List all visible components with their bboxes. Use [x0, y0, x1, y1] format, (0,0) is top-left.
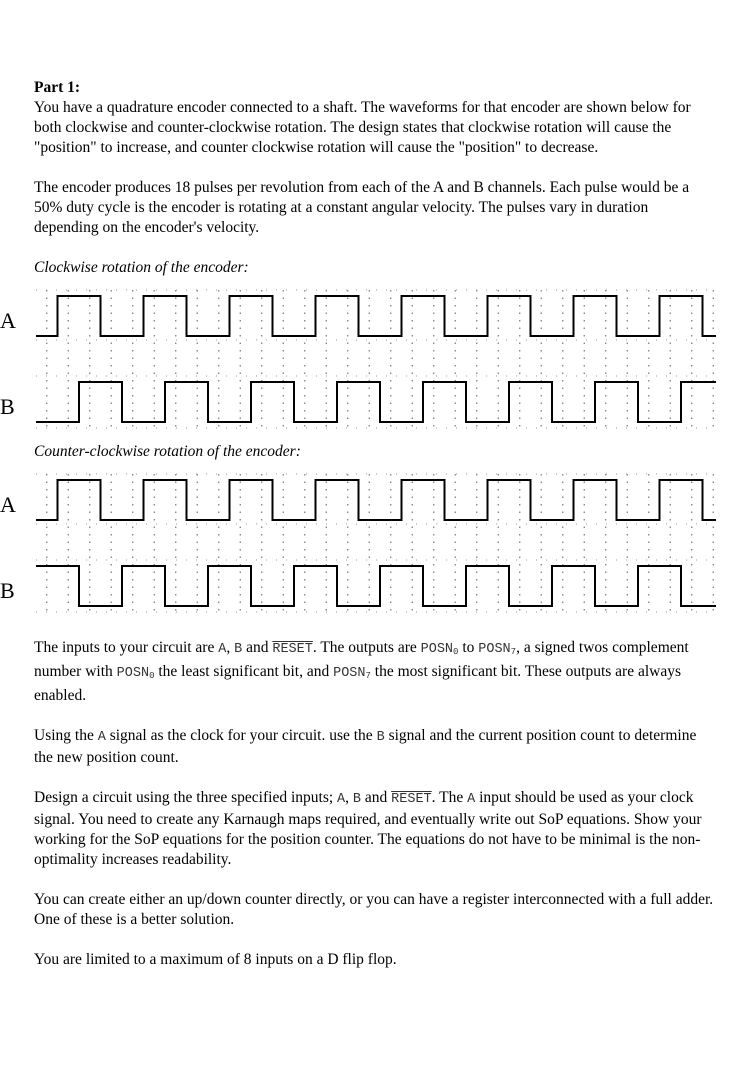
paragraph-limit: You are limited to a maximum of 8 inputs on a D flip flop. [34, 951, 397, 968]
cw-caption: Clockwise rotation of the encoder: [34, 259, 249, 276]
ccw-trace-b [36, 566, 716, 606]
paragraph-inputs-outputs: The inputs to your circuit are A, B and RESET. The outputs are $POSN_0$ to $POSN_7$, a signed twos complement number with $POSN_0$ the least significant bit, and $POSN_7$ the most significant bit. These outputs are always enabled. [34, 639, 689, 704]
cw-waveform-svg [0, 288, 716, 436]
paragraph-clock: Using the A signal as the clock for your circuit. use the B signal and the current position count to determine the new position count. [34, 727, 697, 766]
cw-trace-b [36, 382, 716, 422]
cw-trace-a [36, 296, 716, 336]
ccw-label-a: A [0, 492, 16, 517]
signal-reset: RESET [272, 642, 313, 657]
signal-b: B [234, 642, 243, 657]
ccw-label-b: B [0, 578, 15, 603]
ccw-grid [36, 474, 716, 614]
signal-a: A [218, 642, 227, 657]
ccw-waveform [0, 472, 716, 620]
cw-label-b: B [0, 394, 15, 419]
ccw-trace-a [36, 480, 716, 520]
paragraph-counter-options: You can create either an up/down counter directly, or you can have a register interconnected with a full adder. One of these is a better solution. [34, 891, 714, 928]
cw-label-a: A [0, 308, 16, 333]
ccw-caption: Counter-clockwise rotation of the encoder: [34, 443, 301, 460]
paragraph-encoder-intro: You have a quadrature encoder connected to a shaft. The waveforms for that encoder are shown below for both clockwise and counter-clockwise rotation. The design states that clockwise rotation will cause the "position" to increase, and counter clockwise rotation will cause the "position" to decrease. [34, 99, 691, 156]
paragraph-design: Design a circuit using the three specified inputs; A, B and RESET. The A input should be used as your clock signal. You need to create any Karnaugh maps required, and eventually write out SoP equations. Show your working for the SoP equations for the position counter. The equations do not have to be minimal is the non-optimality increases readability. [34, 789, 702, 868]
cw-grid [36, 290, 716, 430]
cw-waveform [0, 288, 716, 436]
ccw-waveform-svg [0, 472, 716, 620]
paragraph-pulses: The encoder produces 18 pulses per revolution from each of the A and B channels. Each pulse would be a 50% duty cycle is the encoder is rotating at a constant angular velocity. The pulses vary in duration depending on the encoder's velocity. [34, 179, 690, 236]
document-body [0, 78, 714, 970]
part-heading: Part 1: [34, 79, 81, 96]
